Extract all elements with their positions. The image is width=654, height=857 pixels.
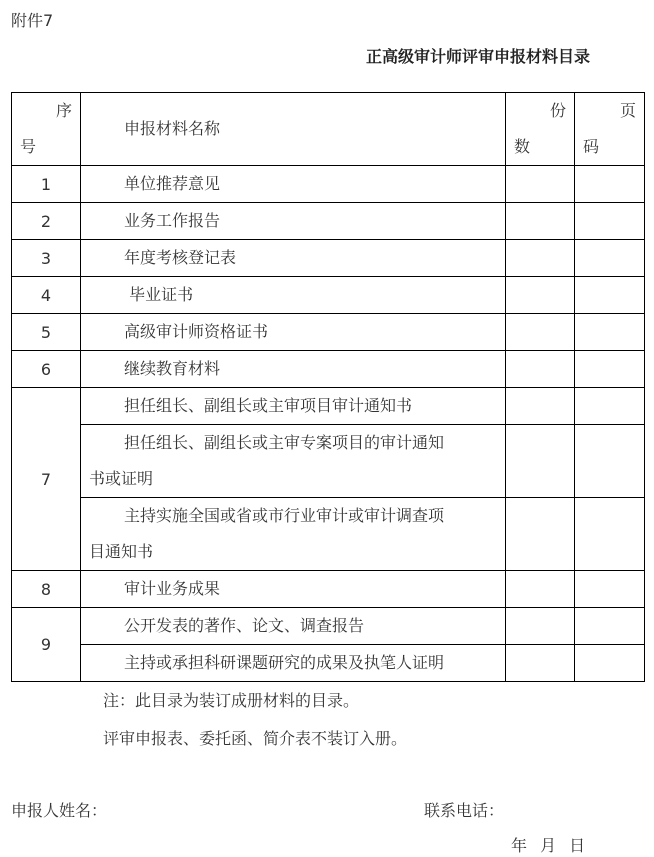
table-row (12, 166, 645, 203)
row-pages-cell[interactable] (575, 571, 645, 608)
table-row (12, 277, 645, 314)
header-copies-line1: 份 (549, 101, 566, 120)
row-pages-cell[interactable] (575, 277, 645, 314)
table-row (12, 645, 645, 682)
header-name-label: 申报材料名称 (124, 119, 221, 138)
row-pages-cell[interactable] (575, 351, 645, 388)
row-copies-cell[interactable] (506, 240, 575, 277)
row-material-name: 高级审计师资格证书 (81, 314, 506, 351)
row-pages-cell[interactable] (575, 240, 645, 277)
row-copies-cell[interactable] (506, 277, 575, 314)
row-copies-cell[interactable] (506, 608, 575, 645)
table-row (12, 498, 645, 571)
row-seq: 8 (12, 571, 81, 608)
row-copies-cell[interactable] (506, 425, 575, 498)
contact-phone-label: 联系电话： (424, 801, 505, 820)
materials-catalog-table (11, 92, 645, 682)
row-pages-cell[interactable] (575, 645, 645, 682)
header-copies (506, 93, 575, 166)
row-copies-cell[interactable] (506, 388, 575, 425)
row-seq: 5 (12, 314, 81, 351)
header-seq-line2: 号 (20, 137, 37, 156)
row-material-name: 公开发表的著作、论文、调查报告 (81, 608, 506, 645)
row-seq: 3 (12, 240, 81, 277)
header-seq (12, 93, 81, 166)
table-row (12, 388, 645, 425)
row-seq: 7 (12, 388, 81, 571)
row-seq: 4 (12, 277, 81, 314)
attachment-label: 附件7 (11, 11, 54, 30)
row-material-name (81, 425, 506, 498)
row-material-name: 主持或承担科研课题研究的成果及执笔人证明 (81, 645, 506, 682)
applicant-name-label: 申报人姓名： (11, 801, 108, 820)
material-name-line1: 担任组长、副组长或主审专案项目的审计通知 (124, 433, 445, 452)
header-name (81, 93, 506, 166)
table-row (12, 203, 645, 240)
header-seq-line1: 序 (55, 101, 72, 120)
row-seq: 6 (12, 351, 81, 388)
note-line-2: 评审申报表、委托函、简介表不装订入册。 (103, 729, 408, 748)
row-material-name: 继续教育材料 (81, 351, 506, 388)
header-pages-line2: 码 (583, 137, 600, 156)
row-copies-cell[interactable] (506, 498, 575, 571)
row-pages-cell[interactable] (575, 425, 645, 498)
row-pages-cell[interactable] (575, 166, 645, 203)
row-pages-cell[interactable] (575, 203, 645, 240)
row-material-name: 单位推荐意见 (81, 166, 506, 203)
row-material-name: 审计业务成果 (81, 571, 506, 608)
row-material-name (81, 498, 506, 571)
table-row (12, 571, 645, 608)
date-line: 年 月 日 (511, 836, 586, 855)
table-header-row (12, 93, 645, 166)
row-copies-cell[interactable] (506, 571, 575, 608)
table-row (12, 314, 645, 351)
header-pages-line1: 页 (619, 101, 636, 120)
note-line-1: 注：此目录为装订成册材料的目录。 (103, 691, 360, 710)
row-copies-cell[interactable] (506, 314, 575, 351)
row-pages-cell[interactable] (575, 388, 645, 425)
header-pages (575, 93, 645, 166)
table-row (12, 425, 645, 498)
row-seq: 9 (12, 608, 81, 682)
row-seq: 2 (12, 203, 81, 240)
row-pages-cell[interactable] (575, 498, 645, 571)
table-row (12, 608, 645, 645)
table-row (12, 240, 645, 277)
row-copies-cell[interactable] (506, 166, 575, 203)
row-copies-cell[interactable] (506, 645, 575, 682)
header-copies-line2: 数 (514, 137, 531, 156)
row-material-name: 担任组长、副组长或主审项目审计通知书 (81, 388, 506, 425)
row-pages-cell[interactable] (575, 314, 645, 351)
row-material-name: 毕业证书 (81, 277, 506, 314)
document-title: 正高级审计师评审申报材料目录 (366, 47, 591, 66)
table-row (12, 351, 645, 388)
row-pages-cell[interactable] (575, 608, 645, 645)
row-seq: 1 (12, 166, 81, 203)
row-copies-cell[interactable] (506, 203, 575, 240)
material-name-line2: 书或证明 (89, 469, 154, 488)
row-material-name: 年度考核登记表 (81, 240, 506, 277)
material-name-line1: 主持实施全国或省或市行业审计或审计调查项 (124, 506, 445, 525)
row-material-name: 业务工作报告 (81, 203, 506, 240)
material-name-line2: 目通知书 (89, 542, 154, 561)
row-copies-cell[interactable] (506, 351, 575, 388)
